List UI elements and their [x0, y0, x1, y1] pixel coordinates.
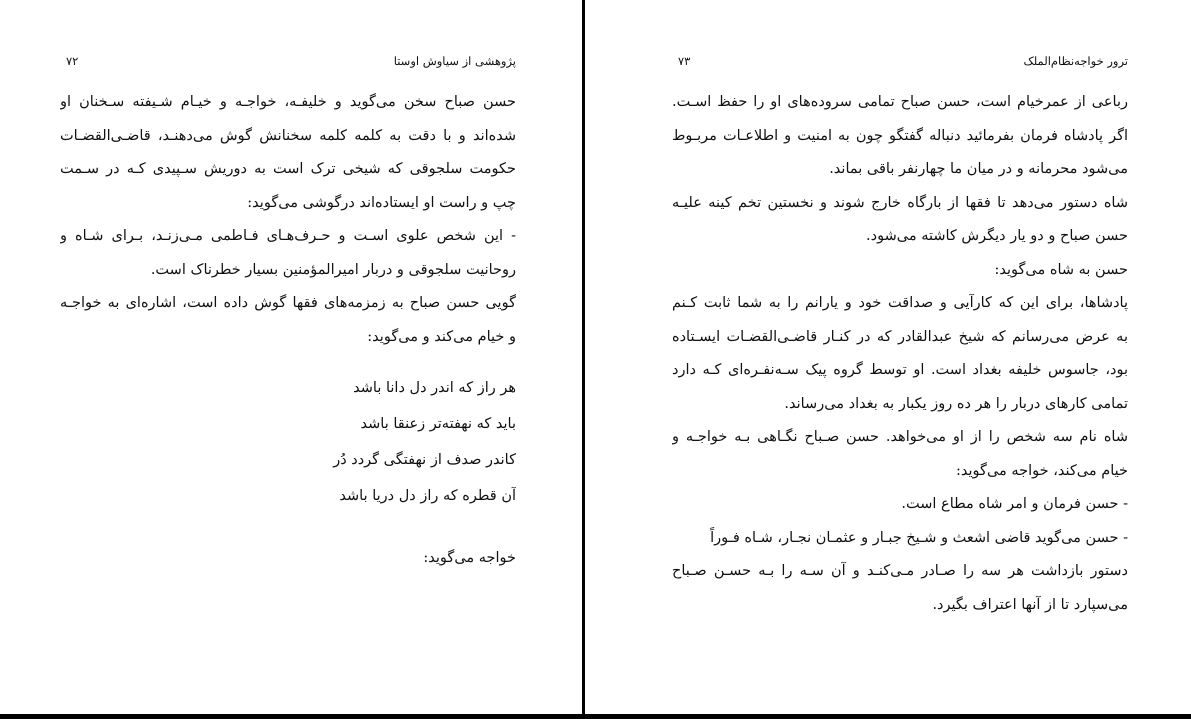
text-line: روحانیت سلجوقی و دربار امیرالمؤمنین بسیار خطرناک است.: [150, 261, 516, 278]
right-page-body: [672, 90, 1128, 626]
verse-line: کاندر صدف از نهفتگی گردد دُر: [333, 452, 516, 468]
right-page-number: ۷۳: [678, 54, 691, 68]
left-page-number: ۷۲: [66, 54, 79, 68]
text-line: حسن صباح سخن می‌گوید و خلیفـه، خواجـه و خیـام شـیفته سـخنان او: [60, 94, 516, 110]
text-line: خیام می‌کند، خواجه می‌گوید:: [956, 462, 1128, 479]
text-line: شده‌اند و با دقت به کلمه کلمه سخنانش گوش می‌دهنـد، قاضـی‌القضـات: [60, 127, 516, 144]
text-line: پادشاها، برای این که کارآیی و صداقت خود و یارانم را به شما ثابت کـنم: [672, 295, 1128, 311]
left-page: [60, 0, 516, 710]
right-header-title: ترور خواجه‌نظام‌الملک: [1023, 54, 1128, 68]
left-header-title: پژوهشی از سیاوش اوستا: [393, 54, 516, 68]
text-line: به عرض می‌رسانم که شیخ عبدالقادر که در کنـار قاضـی‌القضـات ایسـتاده: [672, 328, 1128, 345]
text-line: - این شخص علوی اسـت و حـرف‌هـای فـاطمی مـی‌زنـد، بـرای شـاه و: [60, 228, 516, 244]
verse-block: [60, 376, 516, 520]
text-line: و خیام می‌کند و می‌گوید:: [367, 328, 516, 345]
bottom-border: [0, 714, 1191, 719]
text-line: - حسن می‌گوید قاضی اشعث و شـیخ جبـار و عثمـان نجـار، شـاه فـوراً: [710, 529, 1128, 546]
text-line: می‌سپارد تا از آنها اعتراف بگیرد.: [932, 596, 1128, 613]
text-line: گویی حسن صباح به زمزمه‌های فقها گوش داده است، اشاره‌ای به خواجـه: [60, 295, 516, 311]
left-page-body: [60, 90, 516, 580]
verse-line: هر راز که اندر دل دانا باشد: [353, 380, 516, 396]
text-line: اگر پادشاه فرمان بفرمائید دنباله گفتگو چون به امنیت و اطلاعـات مربـوط: [672, 127, 1128, 144]
text-line: چپ و راست او ایستاده‌اند درگوشی می‌گوید:: [247, 194, 516, 211]
text-line: رباعی از عمرخیام است، حسن صباح تمامی سروده‌های او را حفظ اسـت.: [672, 94, 1128, 110]
text-line: حکومت سلجوقی که شیخی ترک است به دوریش سـپیدی کـه در سـمت: [60, 161, 516, 177]
left-page-header: [60, 54, 516, 74]
text-line: خواجه می‌گوید:: [423, 550, 516, 566]
text-line: دستور بازداشت هر سه را صـادر مـی‌کنـد و آن سـه را بـه حسـن صـباح: [672, 563, 1128, 579]
verse-line: باید که نهفته‌تر زعنقا باشد: [360, 416, 516, 432]
text-line: شاه نام سه شخص را از او می‌خواهد. حسن صـباح نگـاهی بـه خواجـه و: [672, 429, 1128, 445]
text-line: بود، جاسوس خلیفه بغداد است. او توسط گروه پیک سـه‌نفـره‌ای کـه دارد: [672, 362, 1128, 378]
stanza-gap: [60, 358, 516, 376]
verse-line: آن قطره که راز دل دریا باشد: [339, 488, 516, 504]
text-line: - حسن فرمان و امر شاه مطاع است.: [901, 496, 1128, 512]
right-page: [672, 0, 1128, 710]
text-line: حسن به شاه می‌گوید:: [994, 261, 1128, 278]
text-line: تمامی کارهای دربار را هر ده روز یکبار به بغداد می‌رساند.: [784, 395, 1128, 412]
page-spine-divider: [582, 0, 585, 719]
right-page-header: [672, 54, 1128, 74]
text-line: شاه دستور می‌دهد تا فقها از بارگاه خارج شوند و نخستین تخم کینه علیـه: [672, 194, 1128, 211]
text-line: می‌شود محرمانه و در میان ما چهارنفر باقی بماند.: [829, 161, 1128, 177]
stanza-gap: [60, 520, 516, 546]
text-line: حسن صباح و دو یار دیگرش کاشته می‌شود.: [866, 228, 1128, 244]
